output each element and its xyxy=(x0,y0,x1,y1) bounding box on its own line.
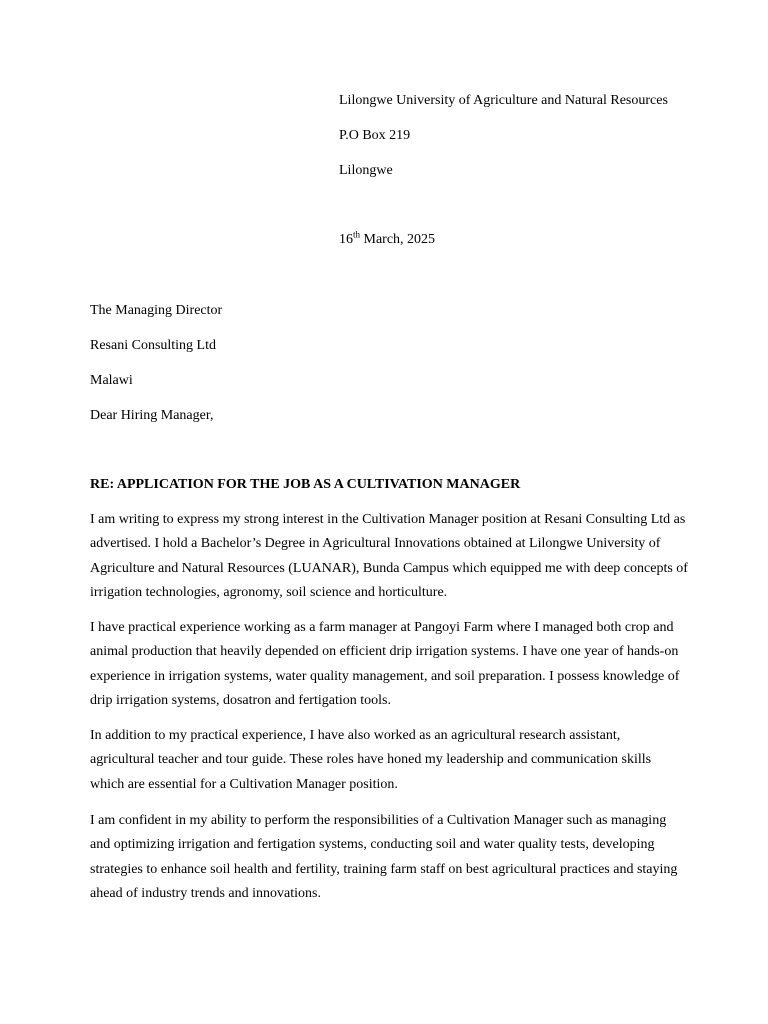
date-suffix: th xyxy=(353,229,361,240)
body-paragraph: I am confident in my ability to perform the responsibilities of a Cultivation Manager such as managing and optimizing irrigation and fertigation systems, conducting soil and water quality tests, developing strategies to enhance soil health and fertility, training farm staff on best agricultural practices and staying ahead of industry trends and innovations. xyxy=(90,813,678,901)
date-rest: March, 2025 xyxy=(360,232,436,247)
sender-institution: Lilongwe University of Agriculture and Natural Resources xyxy=(339,93,668,108)
body-paragraph: I am writing to express my strong interest in the Cultivation Manager position at Resani Consulting Ltd as advertised. I hold a Bachelor’s Degree in Agricultural Innovations obtained at Lilongwe University of Agriculture and Natural Resources (LUANAR), Bunda Campus which equipped me with deep concepts of irrigation technologies, agronomy, soil science and horticulture. xyxy=(90,512,688,600)
subject-line: RE: APPLICATION FOR THE JOB AS A CULTIVATION MANAGER xyxy=(90,477,521,492)
letter-date xyxy=(339,231,435,249)
sender-city: Lilongwe xyxy=(339,163,393,178)
recipient-company: Resani Consulting Ltd xyxy=(90,338,216,353)
date-day: 16 xyxy=(339,232,353,247)
body-paragraph: In addition to my practical experience, I have also worked as an agricultural research assistant, agricultural teacher and tour guide. These roles have honed my leadership and communication skills which are essential for a Cultivation Manager position. xyxy=(90,728,652,792)
sender-po-box: P.O Box 219 xyxy=(339,128,411,143)
recipient-country: Malawi xyxy=(90,373,133,388)
recipient-title: The Managing Director xyxy=(90,303,223,318)
salutation: Dear Hiring Manager, xyxy=(90,408,214,423)
body-paragraph: I have practical experience working as a farm manager at Pangoyi Farm where I managed both crop and animal production that heavily depended on efficient drip irrigation systems. I have one year of hands-on experience in irrigation systems, water quality management, and soil preparation. I possess knowledge of drip irrigation systems, dosatron and fertigation tools. xyxy=(90,620,680,708)
